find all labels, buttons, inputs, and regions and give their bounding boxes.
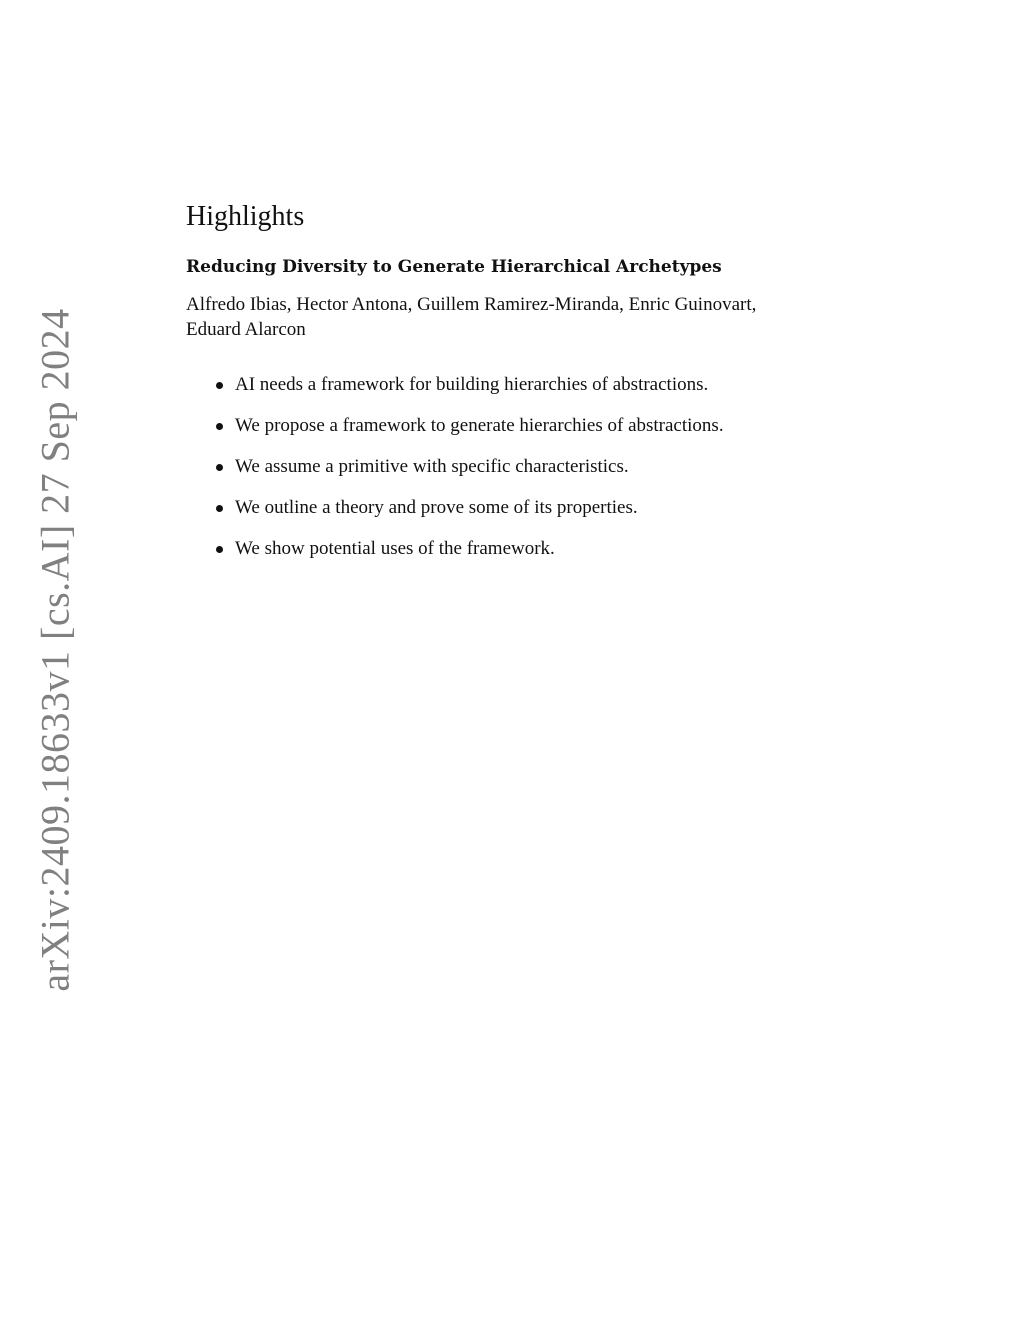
author-line: Alfredo Ibias, Hector Antona, Guillem Ramirez-Miranda, Enric Guinovart, — [186, 293, 757, 315]
list-item — [216, 495, 846, 520]
list-item — [216, 536, 846, 561]
bullet-icon — [216, 505, 223, 512]
list-item — [216, 454, 846, 479]
highlights-page — [186, 200, 846, 577]
author-line: Eduard Alarcon — [186, 318, 306, 340]
bullet-icon — [216, 546, 223, 553]
list-item — [216, 413, 846, 438]
paper-title: Reducing Diversity to Generate Hierarchical Archetypes — [186, 256, 722, 277]
highlight-text: We assume a primitive with specific characteristics. — [235, 455, 629, 477]
highlight-text: We show potential uses of the framework. — [235, 537, 555, 559]
highlight-text: We outline a theory and prove some of its properties. — [235, 496, 638, 518]
bullet-icon — [216, 382, 223, 389]
bullet-icon — [216, 464, 223, 471]
list-item — [216, 372, 846, 397]
author-list — [186, 292, 846, 342]
section-heading: Highlights — [186, 201, 305, 232]
highlights-list — [186, 372, 846, 561]
bullet-icon — [216, 423, 223, 430]
highlight-text: AI needs a framework for building hierarchies of abstractions. — [235, 373, 709, 395]
highlight-text: We propose a framework to generate hierarchies of abstractions. — [235, 414, 724, 436]
arxiv-identifier: arXiv:2409.18633v1 [cs.AI] 27 Sep 2024 — [32, 308, 78, 992]
